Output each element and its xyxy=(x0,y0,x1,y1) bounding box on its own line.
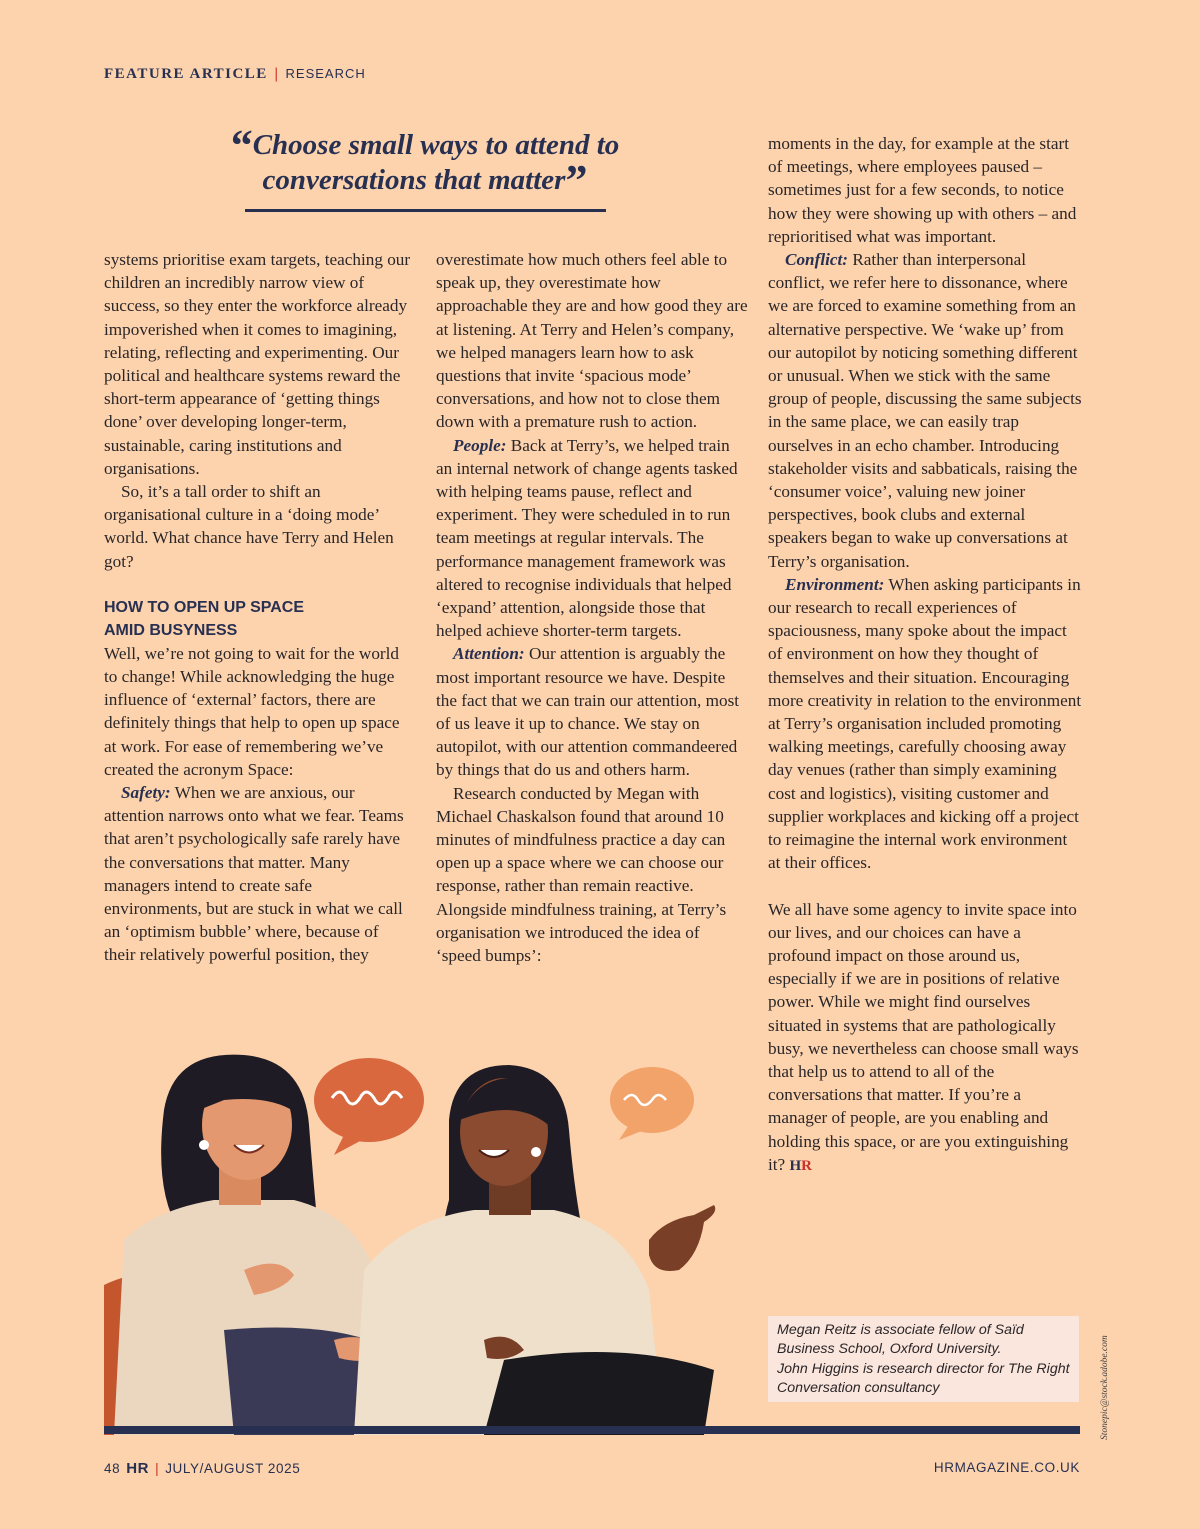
paragraph: Environment: When asking participants in our research to recall experiences of spaciousness, many spoke about the impact of environment on how they thought of themselves and their situation. Encouraging more creativity in relation to the environment at Terry’s organisation included promoting walking meetings, carefully choosing away day venues (rather than simply examining cost and logistics), visiting customer and supplier workplaces and kicking off a project to reimagine the internal work environment at their offices. xyxy=(768,574,1082,873)
website-url: HRMAGAZINE.CO.UK xyxy=(933,1460,1080,1475)
paragraph: We all have some agency to invite space into our lives, and our choices can have a profound impact on those around us, especially if we are in positions of relative power. While we might find ourselves situated in systems that are pathologically busy, we nevertheless can choose small ways that help us to attend to all of the conversations that matter. If you’re a manager of people, are you enabling and holding this space, or are you extinguishing it? HR xyxy=(768,899,1079,1174)
term-label: Safety: xyxy=(121,783,171,803)
column-2 xyxy=(436,248,748,967)
footer-divider: | xyxy=(155,1461,160,1476)
bio-line: John Higgins is research director for The Right Conversation consultancy xyxy=(777,1360,1070,1397)
open-quote-mark: “ xyxy=(230,121,253,170)
term-label: People: xyxy=(453,435,507,455)
paragraph: Attention: Our attention is arguably the most important resource we have. Despite the fact that we can train our attention, most of us leave it up to chance. We stay on autopilot, with our attention commandeered by things that do us and others harm. xyxy=(436,644,740,780)
end-mark-logo: HR xyxy=(789,1157,812,1174)
author-bio-box xyxy=(768,1316,1079,1402)
header-divider: | xyxy=(273,66,280,82)
footer-left xyxy=(104,1460,300,1477)
paragraph: Conflict: Rather than interpersonal conflict, we refer here to dissonance, where we are forced to examine something from an alternative perspective. We ‘wake up’ from our autopilot by noticing something different or unusual. When we stick with the same group of people, discussing the same subjects in the same place, we can easily trap ourselves in an echo chamber. Introducing stakeholder visits and sabbaticals, raising the ‘consumer voice’, valuing new joiner perspectives, book clubs and external speakers began to wake up conversations at Terry’s organisation. xyxy=(768,250,1082,571)
subsection-label: RESEARCH xyxy=(285,66,366,81)
illustration-base-rule xyxy=(104,1426,1080,1434)
subheading: HOW TO OPEN UP SPACE AMID BUSYNESS xyxy=(104,598,305,639)
term-label: Environment: xyxy=(785,574,885,594)
close-quote-mark: ” xyxy=(565,156,588,205)
running-header xyxy=(104,66,366,83)
paragraph: Well, we’re not going to wait for the world to change! While acknowledging the huge influence of ‘external’ factors, there are definitely things that help to open up space at work. For ease of remembering we’ve created the acronym Space: xyxy=(104,643,400,779)
term-label: Conflict: xyxy=(785,250,849,270)
magazine-logo: HR xyxy=(126,1460,150,1477)
pull-quote-text: Choose small ways to attend to conversations that matter xyxy=(252,129,620,196)
section-label: FEATURE ARTICLE xyxy=(104,66,268,82)
paragraph: So, it’s a tall order to shift an organisational culture in a ‘doing mode’ world. What chance have Terry and Helen got? xyxy=(104,482,394,571)
paragraph: moments in the day, for example at the start of meetings, where employees paused – sometimes just for a few seconds, to notice how they were showing up with others – and reprioritised what was important. xyxy=(768,134,1077,246)
bio-line: Megan Reitz is associate fellow of Saïd Business School, Oxford University. xyxy=(777,1322,1024,1358)
pull-quote xyxy=(200,121,650,205)
page-number: 48 xyxy=(104,1461,121,1476)
paragraph: Safety: When we are anxious, our attention narrows onto what we fear. Teams that aren’t psychologically safe rarely have the conversations that matter. Many managers intend to create safe environments, but are stuck in what we call an ‘optimism bubble’ where, because of their relatively powerful position, they xyxy=(104,783,404,965)
paragraph: Research conducted by Megan with Michael Chaskalson found that around 10 minutes of mindfulness practice a day can open up a space where we can choose our response, rather than remain reactive. Alongside mindfulness training, at Terry’s organisation we introduced the idea of ‘speed bumps’: xyxy=(436,783,727,966)
column-1 xyxy=(104,248,414,967)
term-label: Attention: xyxy=(453,644,525,664)
image-credit: Stonepic@stock.adobe.com xyxy=(1100,1335,1110,1440)
issue-date: JULY/AUGUST 2025 xyxy=(165,1461,301,1476)
paragraph: systems prioritise exam targets, teaching our children an incredibly narrow view of success, so they enter the workforce already impoverished when it comes to imagining, relating, reflecting and experimenting. Our political and healthcare systems reward the short-term appearance of ‘getting things done’ over developing longer-term, sustainable, caring institutions and organisations. xyxy=(104,250,411,478)
paragraph: overestimate how much others feel able to speak up, they overestimate how approachable they are and how good they are at listening. At Terry and Helen’s company, we helped managers learn how to ask questions that invite ‘spacious mode’ conversations, and how not to close them down with a premature rush to action. xyxy=(436,250,748,432)
column-3 xyxy=(768,132,1083,1178)
pull-quote-rule xyxy=(245,209,606,212)
paragraph: People: Back at Terry’s, we helped train an internal network of change agents tasked with helping teams pause, reflect and experiment. They were scheduled in to run team meetings at regular intervals. The performance management framework was altered to recognise individuals that helped ‘expand’ attention, alongside those that helped achieve shorter-term targets. xyxy=(436,435,738,641)
